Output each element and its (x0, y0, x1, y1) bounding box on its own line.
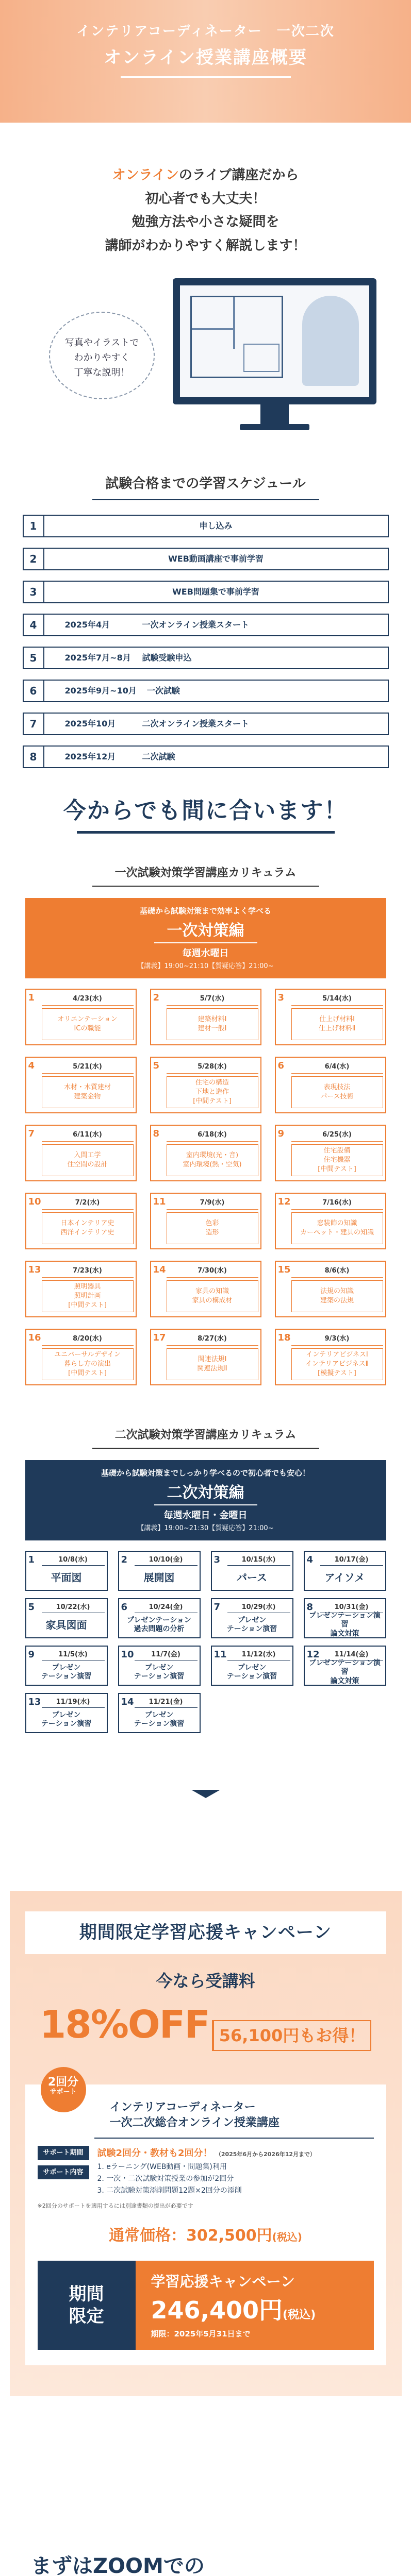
schedule-label: 二次オンライン授業スタート (142, 719, 250, 728)
lesson-number: 13 (28, 1697, 41, 1707)
lesson-date: 11/21(金) (135, 1697, 198, 1708)
schedule-step-text (44, 648, 388, 668)
lesson-number: 3 (277, 992, 285, 1003)
curriculum1-lead: 基礎から試験対策まで効率よく学べる (139, 906, 271, 916)
schedule-row (23, 581, 389, 603)
lesson-card (304, 1551, 386, 1591)
course-title (110, 2100, 374, 2130)
lesson-number: 10 (28, 1196, 41, 1207)
limited-label (38, 2261, 136, 2350)
lesson-topic: ユニバーサルデザイン 暮らし方の演出 [中間テスト] (42, 1348, 134, 1380)
campaign-price-box (136, 2261, 374, 2350)
lesson-number: 16 (28, 1332, 41, 1343)
schedule-label: 二次試験 (142, 752, 175, 761)
lesson-date: 11/12(水) (227, 1650, 290, 1660)
lesson-date: 10/15(水) (227, 1555, 290, 1566)
schedule-step-number: 1 (24, 516, 44, 536)
lesson-number: 13 (28, 1264, 41, 1275)
lesson-number: 11 (213, 1649, 227, 1660)
consultation-section (0, 2551, 411, 2576)
lesson-date: 10/8(水) (42, 1555, 105, 1566)
schedule-step-number: 8 (24, 747, 44, 767)
schedule-list (23, 515, 389, 768)
divider (154, 942, 257, 943)
bubble-line2: わかりやすく (74, 352, 130, 363)
schedule-row (23, 614, 389, 636)
limited-label-1: 期間 (69, 2284, 104, 2305)
curriculum2-title-text: 二次試験対策学習講座カリキュラム (114, 1429, 297, 1442)
campaign-price-title: 学習応援キャンペーン (151, 2273, 295, 2290)
lesson-date: 9/3(水) (291, 1334, 383, 1346)
lesson-topic: 家具図面 (45, 1618, 87, 1631)
schedule-step-text (44, 714, 388, 734)
lesson-date: 10/29(水) (227, 1602, 290, 1613)
lesson-date: 7/2(水) (42, 1198, 134, 1210)
desc-headline: 試験2回分・教材も2回分！ (97, 2148, 212, 2159)
regular-price (38, 2224, 374, 2247)
lesson-number: 3 (213, 1554, 221, 1565)
limited-label-2: 限定 (69, 2306, 104, 2327)
intro-accent: オンライン (112, 167, 179, 183)
lesson-topic: プレゼン テーション演習 (226, 1663, 277, 1681)
monitor-icon (173, 278, 376, 433)
lesson-card (150, 1057, 261, 1113)
lesson-card (118, 1693, 201, 1733)
lesson-number: 18 (277, 1332, 291, 1343)
schedule-title (0, 474, 411, 500)
lesson-topic: プレゼン テーション演習 (41, 1663, 92, 1681)
monitor-stand (260, 404, 289, 425)
monitor-base (240, 424, 309, 430)
intro-line3: 勉強方法や小さな疑問を (131, 214, 280, 230)
slogan (0, 794, 411, 834)
lesson-number: 11 (153, 1196, 166, 1207)
lesson-card (150, 989, 261, 1045)
lesson-card (25, 1329, 137, 1385)
lesson-number: 14 (121, 1697, 134, 1707)
curriculum2-title (0, 1427, 411, 1449)
lesson-card (304, 1598, 386, 1638)
lesson-card (275, 1329, 386, 1385)
schedule-date: 2025年9月~10月 (64, 686, 137, 696)
curriculum1-grid (25, 989, 386, 1385)
slogan-underline (77, 831, 335, 834)
lesson-card (150, 1261, 261, 1317)
lesson-number: 5 (153, 1060, 160, 1071)
monitor-screen (173, 278, 376, 404)
lesson-card (275, 1125, 386, 1181)
lesson-date: 10/17(金) (320, 1555, 383, 1566)
lesson-card (25, 1193, 137, 1249)
lesson-date: 10/24(金) (135, 1602, 198, 1613)
lesson-card (275, 989, 386, 1045)
curriculum2-lead: 基礎から試験対策までしっかり学べるので初心者でも安心！ (101, 1468, 310, 1478)
intro-line1: のライブ講座だから (178, 167, 299, 183)
lesson-topic: 建築材料Ⅰ 建材一般Ⅰ (167, 1008, 258, 1040)
lesson-topic: 窓装飾の知識 カーペット・建具の知識 (291, 1212, 383, 1244)
schedule-step-text (44, 549, 388, 569)
desc-item: 2. 一次・二次試験対策授業の参加が2回分 (97, 2175, 234, 2183)
schedule-step-text (44, 582, 388, 602)
curriculum1-time: 【講義】19:00~21:10【質疑応答】21:00~ (137, 962, 274, 970)
divider (154, 1504, 257, 1505)
curriculum2-name: 二次対策編 (167, 1483, 244, 1502)
lesson-number: 10 (121, 1649, 134, 1660)
lesson-date: 5/28(水) (167, 1062, 258, 1074)
floor-plan-icon (190, 296, 283, 378)
schedule-label: WEB動画講座で事前学習 (168, 554, 264, 564)
curriculum2-time: 【講義】19:00~21:30【質疑応答】21:00~ (137, 1524, 274, 1532)
schedule-row (23, 745, 389, 768)
lesson-card (25, 1125, 137, 1181)
lesson-number: 1 (28, 1554, 35, 1565)
lesson-card (275, 1261, 386, 1317)
curriculum1-header (25, 898, 386, 978)
title-underline (92, 499, 319, 500)
lesson-date: 11/19(水) (42, 1697, 105, 1708)
lesson-topic: 室内環境(光・音) 室内環境(熱・空気) (167, 1144, 258, 1176)
schedule-step-number: 5 (24, 648, 44, 668)
intro-line4: 講師がわかりやすく解説します！ (105, 238, 306, 253)
lesson-date: 7/30(水) (167, 1266, 258, 1278)
title-underline (92, 886, 319, 887)
lesson-date: 6/18(水) (167, 1130, 258, 1142)
lesson-number: 1 (28, 992, 35, 1003)
title-underline (92, 1448, 319, 1449)
lesson-date: 6/4(水) (291, 1062, 383, 1074)
lesson-card (211, 1646, 293, 1686)
support-badge (41, 2067, 86, 2112)
lesson-number: 12 (277, 1196, 291, 1207)
lesson-number: 9 (277, 1128, 285, 1139)
desc-item: 1. eラーニング(WEB動画・問題集)利用 (97, 2163, 227, 2172)
lesson-card (25, 1261, 137, 1317)
course-title-line2: 一次二次総合オンライン授業講座 (109, 2116, 280, 2129)
lesson-number: 7 (28, 1128, 35, 1139)
lesson-topic: プレゼン テーション演習 (134, 1663, 185, 1681)
lesson-card (25, 1646, 108, 1686)
lesson-date: 10/22(水) (42, 1602, 105, 1613)
schedule-label: 一次オンライン授業スタート (142, 620, 250, 630)
lesson-topic: 仕上げ材料Ⅰ 仕上げ材料Ⅱ (291, 1008, 383, 1040)
lesson-card (211, 1598, 293, 1638)
lesson-card (150, 1329, 261, 1385)
lesson-topic: 家具の知識 家具の構成材 (167, 1280, 258, 1312)
lesson-card (275, 1057, 386, 1113)
hero-subtitle: インテリアコーディネーター 一次二次 (76, 24, 335, 39)
divider (94, 2138, 374, 2139)
limited-offer (38, 2261, 374, 2350)
lesson-date: 8/27(水) (167, 1334, 258, 1346)
lesson-topic: 関連法規Ⅰ 関連法規Ⅱ (167, 1348, 258, 1380)
lesson-topic: プレゼン テーション演習 (226, 1616, 277, 1633)
lesson-date: 6/11(水) (42, 1130, 134, 1142)
lesson-date: 11/14(金) (320, 1650, 383, 1660)
curriculum2-day: 毎週水曜日・金曜日 (163, 1510, 248, 1521)
lesson-number: 14 (153, 1264, 166, 1275)
schedule-date: 2025年7月~8月 (64, 653, 131, 663)
lesson-number: 8 (153, 1128, 160, 1139)
lesson-topic: インテリアビジネスⅠ インテリアビジネスⅡ [模擬テスト] (291, 1348, 383, 1380)
lesson-card (275, 1193, 386, 1249)
lesson-card (25, 1598, 108, 1638)
tag-support-content: サポート内容 (38, 2165, 89, 2180)
lesson-topic: 日本インテリア史 西洋インテリア史 (42, 1212, 134, 1244)
badge-count: 2回分 (47, 2076, 79, 2089)
schedule-step-text (44, 747, 388, 767)
lesson-card (150, 1193, 261, 1249)
lesson-date: 7/16(水) (291, 1198, 383, 1210)
schedule-step-number: 3 (24, 582, 44, 602)
lesson-topic: プレゼンテーション 過去問題の分析 (127, 1616, 191, 1633)
lesson-date: 4/23(水) (42, 994, 134, 1006)
price-label: 通常価格： (109, 2226, 187, 2245)
arrow-down-icon (191, 1790, 220, 1798)
speech-bubble (49, 312, 155, 399)
hero-title: オンライン授業講座概要 (104, 47, 307, 68)
course-details (38, 2146, 374, 2197)
course-description (97, 2146, 374, 2197)
lesson-number: 12 (306, 1649, 320, 1660)
lesson-card (25, 989, 137, 1045)
lesson-topic: パース (237, 1571, 267, 1584)
schedule-row (23, 548, 389, 570)
schedule-step-number: 4 (24, 615, 44, 635)
lesson-date: 11/5(水) (42, 1650, 105, 1660)
lesson-number: 2 (121, 1554, 128, 1565)
lesson-topic: プレゼン テーション演習 (41, 1710, 92, 1728)
schedule-date: 2025年12月 (64, 752, 116, 761)
slogan-text: 今からでも間に合います！ (63, 798, 348, 824)
campaign-title: 期間限定学習応援キャンペーン (25, 1911, 386, 1954)
lesson-number: 9 (28, 1649, 35, 1660)
campaign-section (10, 1891, 402, 2396)
schedule-date: 2025年10月 (64, 719, 116, 728)
lesson-topic: 展開図 (143, 1571, 175, 1584)
lesson-card (25, 1693, 108, 1733)
hero-banner (0, 0, 411, 123)
schedule-date: 2025年4月 (64, 620, 110, 630)
lesson-date: 7/23(水) (42, 1266, 134, 1278)
badge-label: サポート (50, 2088, 77, 2096)
lesson-number: 4 (306, 1554, 314, 1565)
lesson-number: 7 (213, 1602, 221, 1613)
lesson-number: 8 (306, 1602, 314, 1613)
schedule-row (23, 713, 389, 735)
curriculum2-header (25, 1460, 386, 1540)
lesson-card (150, 1125, 261, 1181)
discount-amount: 56,100円もお得！ (212, 2020, 372, 2051)
lesson-card (118, 1646, 201, 1686)
lesson-card (304, 1646, 386, 1686)
schedule-label: WEB問題集で事前学習 (172, 587, 259, 597)
curriculum2-grid (25, 1551, 386, 1733)
lesson-topic: プレゼン テーション演習 (134, 1710, 185, 1728)
course-note: ※2回分のサポートを適用するには別途書類の提出が必要です (37, 2202, 193, 2210)
lesson-card (118, 1598, 201, 1638)
schedule-step-text (44, 681, 388, 701)
desc-item: 3. 二次試験対策添削問題12題×2回分の添削 (97, 2187, 242, 2195)
campaign-price-tax: (税込) (283, 2308, 316, 2321)
lesson-date: 10/10(金) (135, 1555, 198, 1566)
lesson-date: 7/9(水) (167, 1198, 258, 1210)
schedule-row (23, 515, 389, 537)
schedule-step-number: 2 (24, 549, 44, 569)
lesson-topic: 照明器具 照明計画 [中間テスト] (42, 1280, 134, 1312)
schedule-label: 一次試験 (146, 686, 180, 696)
course-card (25, 2076, 386, 2365)
schedule-title-text: 試験合格までの学習スケジュール (105, 476, 306, 492)
lesson-topic: 住宅の構造 下地と造作 [中間テスト] (167, 1076, 258, 1108)
lesson-date: 6/25(水) (291, 1130, 383, 1142)
intro-text (0, 123, 411, 258)
lesson-date: 5/21(水) (42, 1062, 134, 1074)
schedule-step-number: 7 (24, 714, 44, 734)
discount-percent: 18%OFF (39, 2003, 209, 2047)
lesson-date: 5/7(水) (167, 994, 258, 1006)
lesson-number: 17 (153, 1332, 166, 1343)
lesson-topic: 法規の知識 建築の法規 (291, 1280, 383, 1312)
consult-line1: まずはZOOMでの (31, 2554, 205, 2576)
schedule-row (23, 647, 389, 669)
lesson-number: 2 (153, 992, 160, 1003)
campaign-deadline: 期限：2025年5月31日まで (151, 2329, 251, 2338)
intro-illustration (0, 258, 411, 474)
course-title-line1: インテリアコーディネーター (109, 2101, 256, 2114)
lesson-card (118, 1551, 201, 1591)
lesson-topic: プレゼンテーション演習 論文対策 (309, 1658, 381, 1685)
instructor-icon (302, 296, 359, 386)
lesson-topic: 色彩 造形 (167, 1212, 258, 1244)
lesson-topic: 入間工学 住空間の設計 (42, 1144, 134, 1176)
lesson-topic: 住宅設備 住宅機器 [中間テスト] (291, 1144, 383, 1176)
curriculum1-title (0, 865, 411, 887)
curriculum1-name: 一次対策編 (167, 921, 244, 940)
lesson-number: 6 (121, 1602, 128, 1613)
lesson-date: 11/7(金) (135, 1650, 198, 1660)
curriculum1-day: 毎週水曜日 (182, 947, 229, 959)
lesson-topic: 表現技法 パース技術 (291, 1076, 383, 1108)
price-value: 302,500円 (186, 2226, 272, 2245)
lesson-date: 8/20(水) (42, 1334, 134, 1346)
desc-note: （2025年6月から2026年12月まで） (215, 2151, 316, 2158)
schedule-step-number: 6 (24, 681, 44, 701)
schedule-row (23, 680, 389, 702)
tag-support-period: サポート期間 (38, 2146, 89, 2160)
lesson-date: 10/31(金) (320, 1602, 383, 1613)
lesson-date: 5/14(水) (291, 994, 383, 1006)
bubble-line3: 丁寧な説明！ (74, 367, 130, 378)
campaign-price: 246,400円 (151, 2296, 283, 2324)
bubble-line1: 写真やイラストで (64, 337, 139, 348)
lesson-topic: 木材・木質建材 建築金物 (42, 1076, 134, 1108)
price-tax: (税込) (272, 2230, 302, 2243)
intro-line2: 初心者でも大丈夫！ (145, 191, 266, 207)
schedule-label: 試験受験申込 (142, 653, 192, 663)
lesson-topic: 平面図 (51, 1571, 82, 1584)
campaign-now: 今なら受講料 (156, 1971, 255, 1991)
lesson-topic: アイソメ (324, 1571, 365, 1584)
schedule-step-text (44, 516, 388, 536)
schedule-label: 申し込み (199, 521, 233, 531)
lesson-card (25, 1057, 137, 1113)
lesson-card (211, 1551, 293, 1591)
lesson-number: 4 (28, 1060, 35, 1071)
lesson-card (25, 1551, 108, 1591)
curriculum1-title-text: 一次試験対策学習講座カリキュラム (114, 867, 297, 879)
lesson-number: 15 (277, 1264, 291, 1275)
campaign-discount (25, 1996, 386, 2054)
lesson-topic: プレゼンテーション演習 論文対策 (309, 1611, 381, 1638)
lesson-topic: オリエンテーション ICの職能 (42, 1008, 134, 1040)
hero-underline (121, 76, 291, 78)
lesson-number: 5 (28, 1602, 35, 1613)
lesson-number: 6 (277, 1060, 285, 1071)
lesson-date: 8/6(水) (291, 1266, 383, 1278)
schedule-step-text (44, 615, 388, 635)
